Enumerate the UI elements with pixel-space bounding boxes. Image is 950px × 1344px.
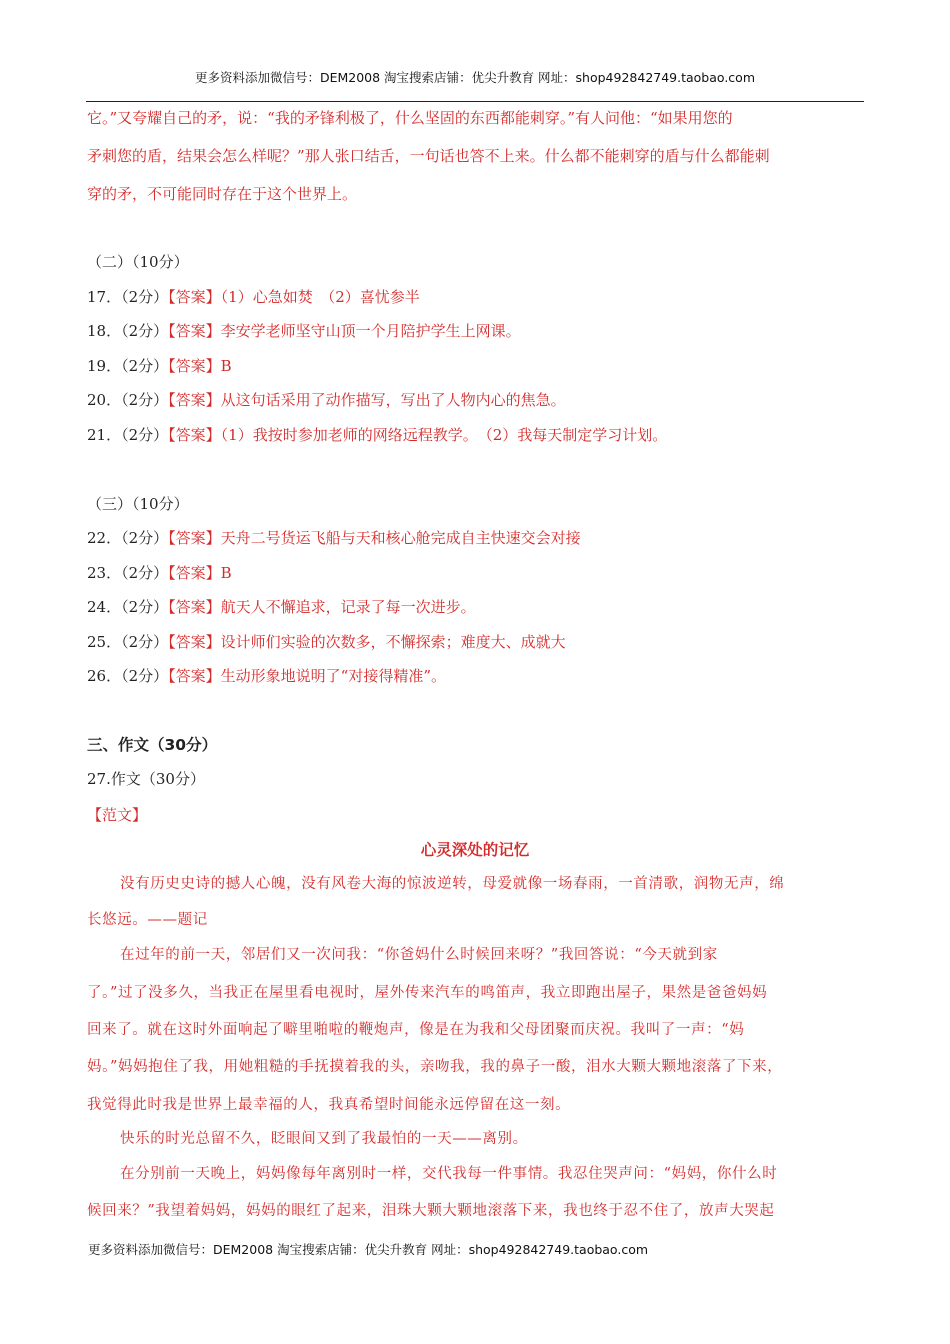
answer-tag: 【答案】 (168, 529, 221, 547)
essay-line: 在分别前一天晚上，妈妈像每年离别时一样，交代我每一件事情。我忍住哭声问：“妈妈，你什么时 (120, 1166, 778, 1182)
answer-text: （1）我按时参加老师的网络远程教学。 （2）我每天制定学习计划。 (220, 426, 668, 444)
answer-prefix: 24．（2分） (87, 598, 169, 616)
answer-item (87, 356, 232, 376)
answer-prefix: 17．（2分） (87, 288, 169, 306)
essay-line: 我觉得此时我是世界上最幸福的人，我真希望时间能永远停留在这一刻。 (87, 1097, 571, 1113)
composition-item: 27.作文（30分） (87, 770, 205, 788)
answer-item (87, 287, 420, 307)
composition-section-title: 三、作文（30分） (87, 736, 218, 754)
essay-line: 回来了。就在这时外面响起了噼里啪啦的鞭炮声，像是在为我和父母团聚而庆祝。我叫了一声：“妈 (87, 1022, 745, 1038)
answer-prefix: 25．（2分） (87, 633, 169, 651)
answer-item (87, 528, 581, 548)
sample-essay-label: 【范文】 (87, 806, 148, 824)
answer-tag: 【答案】 (168, 288, 221, 306)
answer-text: 天舟二号货运飞船与天和核心舱完成自主快速交会对接 (220, 529, 581, 547)
answer-item (87, 321, 521, 341)
intro-line: 穿的矛，不可能同时存在于这个世界上。 (87, 185, 358, 203)
essay-line: 妈。”妈妈抱住了我，用她粗糙的手抚摸着我的头，亲吻我，我的鼻子一酸，泪水大颗大颗地滚落了下来， (87, 1059, 783, 1075)
answer-tag: 【答案】 (168, 598, 221, 616)
answer-text: 生动形象地说明了“对接得精准”。 (220, 667, 446, 685)
answer-item (87, 666, 446, 686)
answer-item (87, 632, 566, 652)
essay-line: 长悠远。——题记 (87, 912, 208, 928)
section2-heading: （二）（10分） (87, 253, 189, 271)
essay-line: 候回来？”我望着妈妈，妈妈的眼红了起来，泪珠大颗大颗地滚落下来，我也终于忍不住了，放声大哭起 (87, 1203, 775, 1219)
answer-tag: 【答案】 (168, 357, 221, 375)
section3-heading: （三）（10分） (87, 495, 189, 513)
intro-line: 它。”又夸耀自己的矛，说：“我的矛锋利极了，什么坚固的东西都能刺穿。”有人问他：“如果用您的 (87, 109, 733, 127)
answer-prefix: 22．（2分） (87, 529, 169, 547)
answer-prefix: 21．（2分） (87, 426, 169, 444)
answer-text: 从这句话采用了动作描写，写出了人物内心的焦急。 (220, 391, 566, 409)
answer-prefix: 18．（2分） (87, 322, 169, 340)
answer-text: （1）心急如焚 （2）喜忧参半 (220, 288, 420, 306)
essay-line: 在过年的前一天，邻居们又一次问我：“你爸妈什么时候回来呀？”我回答说：“今天就到家 (120, 947, 718, 963)
answer-tag: 【答案】 (168, 667, 221, 685)
header-rule (86, 101, 864, 102)
answer-tag: 【答案】 (168, 633, 221, 651)
page-header: 更多资料添加微信号：DEM2008 淘宝搜索店铺：优尖升教育 网址：shop492842749.taobao.com (194, 70, 756, 85)
answer-prefix: 26．（2分） (87, 667, 169, 685)
answer-text: B (220, 564, 232, 582)
answer-prefix: 19．（2分） (87, 357, 169, 375)
answer-tag: 【答案】 (168, 426, 221, 444)
essay-line: 快乐的时光总留不久，眨眼间又到了我最怕的一天——离别。 (120, 1131, 528, 1147)
answer-text: 设计师们实验的次数多，不懈探索；难度大、成就大 (220, 633, 566, 651)
answer-prefix: 20．（2分） (87, 391, 169, 409)
intro-line: 矛刺您的盾，结果会怎么样呢？”那人张口结舌，一句话也答不上来。什么都不能刺穿的盾与什么都能刺 (87, 147, 770, 165)
essay-title: 心灵深处的记忆 (420, 841, 530, 859)
essay-line: 没有历史史诗的撼人心魄，没有风卷大海的惊波逆转，母爱就像一场春雨，一首清歌，润物无声，绵 (120, 876, 785, 892)
answer-tag: 【答案】 (168, 391, 221, 409)
answer-prefix: 23．（2分） (87, 564, 169, 582)
answer-item (87, 390, 566, 410)
page-footer: 更多资料添加微信号：DEM2008 淘宝搜索店铺：优尖升教育 网址：shop492842749.taobao.com (88, 1242, 649, 1257)
answer-text: 航天人不懈追求，记录了每一次进步。 (220, 598, 476, 616)
answer-item (87, 425, 667, 445)
answer-tag: 【答案】 (168, 564, 221, 582)
answer-item (87, 597, 476, 617)
answer-text: 李安学老师坚守山顶一个月陪护学生上网课。 (220, 322, 521, 340)
answer-tag: 【答案】 (168, 322, 221, 340)
answer-item (87, 563, 232, 583)
essay-line: 了。”过了没多久，当我正在屋里看电视时，屋外传来汽车的鸣笛声，我立即跑出屋子，果然是爸爸妈妈 (87, 985, 768, 1001)
answer-text: B (220, 357, 232, 375)
